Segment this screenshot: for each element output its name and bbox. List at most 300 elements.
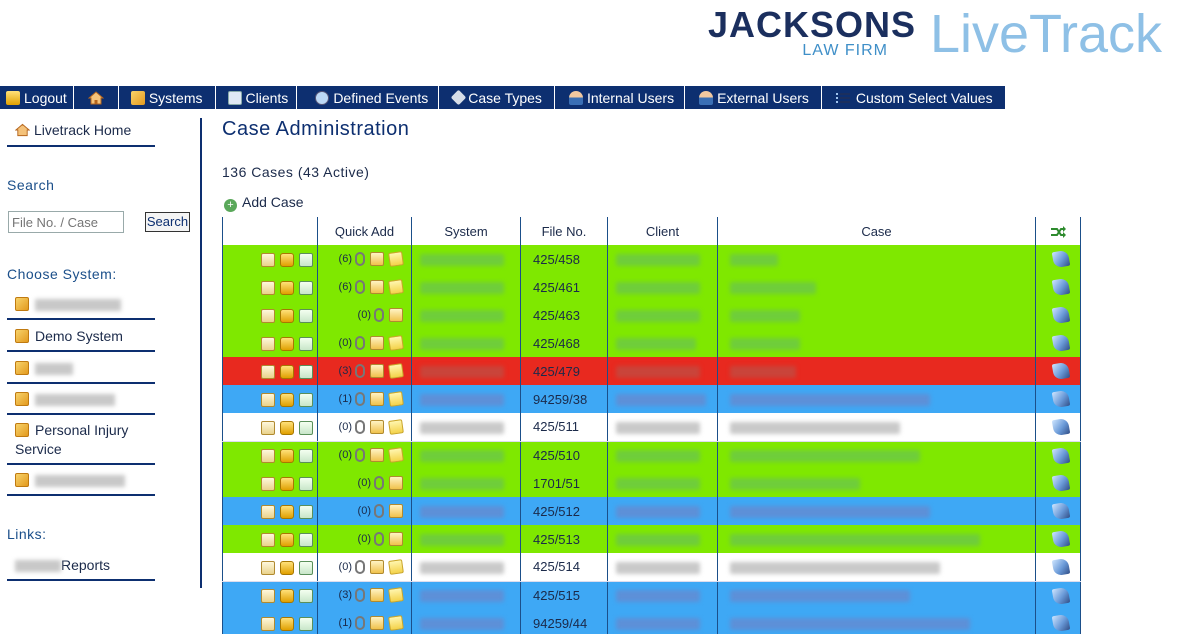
redacted-system (420, 310, 504, 322)
home-icon (15, 123, 30, 137)
cases-table (222, 217, 1081, 634)
cube-icon (15, 297, 29, 311)
details-icon[interactable] (261, 533, 275, 547)
nav-systems[interactable] (119, 86, 216, 109)
table-row[interactable] (223, 497, 1081, 525)
paperclip-icon[interactable] (374, 532, 384, 546)
edit-pen-icon[interactable] (1051, 502, 1070, 521)
details-icon[interactable] (261, 309, 275, 323)
file-no-cell[interactable]: 425/511 (521, 413, 608, 441)
nav-logout-label: Logout (24, 89, 67, 106)
export-icon[interactable] (299, 365, 313, 379)
product-logo: LiveTrack (930, 4, 1163, 64)
sidebar-home-label: Livetrack Home (34, 122, 132, 138)
details-icon[interactable] (261, 589, 275, 603)
edit-cell (1036, 245, 1081, 273)
add-case-button[interactable] (224, 194, 303, 212)
details-icon[interactable] (261, 393, 275, 407)
quick-add-cell (318, 301, 412, 329)
redacted-client (616, 590, 700, 602)
table-row[interactable] (223, 329, 1081, 357)
edit-pen-icon[interactable] (1051, 306, 1070, 325)
sidebar-system-label: Personal Injury Service (15, 422, 129, 457)
edit-pen-icon[interactable] (1051, 334, 1070, 353)
sidebar-system-label (35, 299, 121, 311)
paperclip-icon[interactable] (355, 420, 365, 434)
edit-pen-icon[interactable] (1051, 530, 1070, 549)
lock-icon[interactable] (280, 561, 294, 575)
case-cell[interactable] (718, 525, 1036, 553)
add-event-icon[interactable] (389, 308, 403, 322)
nav-home[interactable] (74, 86, 119, 109)
row-actions-cell (223, 357, 318, 385)
nav-defined-events[interactable] (297, 86, 439, 109)
redacted-client (616, 338, 696, 350)
row-actions-cell (223, 525, 318, 553)
nav-external-users-label: External Users (717, 89, 809, 106)
edit-pen-icon[interactable] (1051, 418, 1070, 437)
case-count: 136 Cases (43 Active) (222, 164, 370, 180)
file-no-cell[interactable]: 425/512 (521, 497, 608, 525)
add-event-icon[interactable] (370, 336, 384, 350)
redacted-system (420, 506, 504, 518)
note-icon[interactable] (388, 615, 404, 631)
file-no-cell[interactable]: 425/514 (521, 553, 608, 581)
user-icon (699, 91, 713, 105)
quick-add-cell (318, 525, 412, 553)
nav-case-types[interactable] (439, 86, 555, 109)
details-icon[interactable] (261, 365, 275, 379)
table-row[interactable] (223, 413, 1081, 441)
system-cell (412, 329, 521, 357)
lock-icon[interactable] (280, 365, 294, 379)
add-event-icon[interactable] (370, 420, 384, 434)
client-cell (608, 469, 718, 497)
nav-clients[interactable] (216, 86, 298, 109)
client-cell (608, 441, 718, 469)
quick-add-cell (318, 469, 412, 497)
edit-cell (1036, 273, 1081, 301)
sidebar-system-label (35, 475, 125, 487)
quick-add-cell (318, 497, 412, 525)
quick-add-cell (318, 609, 412, 634)
cube-icon (131, 91, 145, 105)
paperclip-icon[interactable] (374, 504, 384, 518)
search-input[interactable] (8, 211, 124, 233)
reports-prefix-redacted (15, 560, 61, 572)
sidebar-reports-link[interactable] (7, 557, 155, 581)
firm-logo-subtitle: LAW FIRM (802, 42, 888, 59)
paperclip-icon[interactable] (355, 588, 365, 602)
file-no-cell[interactable]: 425/463 (521, 301, 608, 329)
add-event-icon[interactable] (389, 532, 403, 546)
sidebar-reports-label: Reports (61, 557, 111, 573)
table-row[interactable] (223, 357, 1081, 385)
redacted-case (730, 506, 930, 518)
paperclip-icon[interactable] (374, 308, 384, 322)
row-actions-cell (223, 329, 318, 357)
export-icon[interactable] (299, 533, 313, 547)
attachment-count: (0) (338, 560, 352, 573)
system-cell (412, 385, 521, 413)
lock-icon[interactable] (280, 449, 294, 463)
case-cell[interactable] (718, 469, 1036, 497)
row-actions-cell (223, 273, 318, 301)
add-event-icon[interactable] (370, 588, 384, 602)
file-no-cell[interactable]: 425/458 (521, 245, 608, 273)
note-icon[interactable] (388, 335, 404, 351)
case-cell[interactable] (718, 441, 1036, 469)
nav-systems-label: Systems (148, 89, 203, 106)
table-row[interactable] (223, 525, 1081, 553)
add-event-icon[interactable] (370, 252, 384, 266)
edit-pen-icon[interactable] (1051, 474, 1070, 493)
details-icon[interactable] (261, 449, 275, 463)
details-icon[interactable] (261, 281, 275, 295)
add-event-icon[interactable] (370, 392, 384, 406)
edit-pen-icon[interactable] (1051, 614, 1070, 633)
lock-icon[interactable] (280, 505, 294, 519)
row-actions-cell (223, 413, 318, 441)
edit-cell (1036, 469, 1081, 497)
cube-icon (15, 361, 29, 375)
lock-icon[interactable] (280, 281, 294, 295)
system-cell (412, 273, 521, 301)
attachment-count: (0) (357, 504, 371, 517)
export-icon[interactable] (299, 617, 313, 631)
system-cell (412, 609, 521, 634)
redacted-system (420, 590, 504, 602)
redacted-case (730, 562, 940, 574)
add-event-icon[interactable] (370, 448, 384, 462)
client-cell (608, 553, 718, 581)
client-cell (608, 581, 718, 609)
sidebar-system-item[interactable] (7, 472, 155, 496)
paperclip-icon[interactable] (355, 560, 365, 574)
col-client[interactable]: Client (608, 217, 718, 245)
quick-add-cell (318, 245, 412, 273)
redacted-client (616, 282, 700, 294)
export-icon[interactable] (299, 337, 313, 351)
choose-system-heading: Choose System: (7, 266, 117, 282)
id-card-icon (228, 91, 242, 105)
attachment-count: (6) (338, 280, 352, 293)
file-no-cell[interactable]: 425/468 (521, 329, 608, 357)
case-cell[interactable] (718, 301, 1036, 329)
file-no-cell[interactable]: 425/479 (521, 357, 608, 385)
note-icon[interactable] (388, 419, 404, 435)
edit-cell (1036, 581, 1081, 609)
case-cell[interactable] (718, 357, 1036, 385)
col-system[interactable]: System (412, 217, 521, 245)
redacted-client (616, 562, 700, 574)
add-event-icon[interactable] (370, 616, 384, 630)
edit-pen-icon[interactable] (1051, 362, 1070, 381)
add-icon: + (224, 199, 237, 212)
details-icon[interactable] (261, 561, 275, 575)
clock-icon (315, 91, 329, 105)
quick-add-cell (318, 273, 412, 301)
case-cell[interactable] (718, 609, 1036, 634)
table-row[interactable] (223, 441, 1081, 469)
case-cell[interactable] (718, 581, 1036, 609)
export-icon[interactable] (299, 421, 313, 435)
attachment-count: (0) (357, 532, 371, 545)
edit-pen-icon[interactable] (1051, 586, 1070, 605)
table-row[interactable] (223, 301, 1081, 329)
quick-add-cell (318, 329, 412, 357)
file-no-cell[interactable]: 94259/44 (521, 609, 608, 634)
paperclip-icon[interactable] (355, 280, 365, 294)
case-cell[interactable] (718, 553, 1036, 581)
sidebar-system-item[interactable] (7, 360, 155, 384)
edit-pen-icon[interactable] (1051, 278, 1070, 297)
edit-pen-icon[interactable] (1051, 390, 1070, 409)
lock-icon[interactable] (280, 533, 294, 547)
sidebar-divider (200, 118, 202, 588)
system-cell (412, 553, 521, 581)
nav-external-users[interactable] (685, 86, 822, 109)
add-event-icon[interactable] (370, 560, 384, 574)
details-icon[interactable] (261, 421, 275, 435)
table-row[interactable] (223, 553, 1081, 581)
list-icon (836, 92, 850, 104)
redacted-client (616, 254, 700, 266)
client-cell (608, 301, 718, 329)
redacted-case (730, 282, 816, 294)
col-case[interactable]: Case (718, 217, 1036, 245)
export-icon[interactable] (299, 309, 313, 323)
client-cell (608, 329, 718, 357)
file-no-cell[interactable]: 425/461 (521, 273, 608, 301)
paperclip-icon[interactable] (355, 336, 365, 350)
sidebar-system-item[interactable] (7, 391, 155, 415)
redacted-system (420, 366, 504, 378)
lock-icon[interactable] (280, 253, 294, 267)
edit-cell (1036, 525, 1081, 553)
redacted-case (730, 338, 800, 350)
add-event-icon[interactable] (389, 504, 403, 518)
edit-cell (1036, 385, 1081, 413)
note-icon[interactable] (388, 391, 404, 407)
system-cell (412, 357, 521, 385)
export-icon[interactable] (299, 589, 313, 603)
file-no-cell[interactable]: 425/515 (521, 581, 608, 609)
page-title: Case Administration (222, 118, 410, 140)
client-cell (608, 385, 718, 413)
tag-icon (451, 90, 467, 106)
edit-pen-icon[interactable] (1051, 558, 1070, 577)
redacted-client (616, 450, 700, 462)
paperclip-icon[interactable] (374, 476, 384, 490)
nav-internal-users[interactable] (555, 86, 685, 109)
col-shuffle[interactable] (1036, 217, 1081, 245)
lock-icon[interactable] (280, 421, 294, 435)
redacted-client (616, 310, 700, 322)
export-icon[interactable] (299, 561, 313, 575)
row-actions-cell (223, 245, 318, 273)
firm-logo-name: JACKSONS (708, 4, 917, 45)
note-icon[interactable] (388, 447, 404, 463)
row-actions-cell (223, 581, 318, 609)
paperclip-icon[interactable] (355, 392, 365, 406)
edit-cell (1036, 497, 1081, 525)
system-cell (412, 525, 521, 553)
redacted-case (730, 422, 900, 434)
edit-cell (1036, 609, 1081, 634)
table-header-row (223, 217, 1081, 245)
edit-pen-icon[interactable] (1051, 250, 1070, 269)
redacted-case (730, 478, 860, 490)
edit-pen-icon[interactable] (1051, 446, 1070, 465)
add-event-icon[interactable] (370, 280, 384, 294)
table-row[interactable] (223, 273, 1081, 301)
case-cell[interactable] (718, 329, 1036, 357)
note-icon[interactable] (388, 559, 404, 575)
quick-add-cell (318, 413, 412, 441)
cube-icon (15, 423, 29, 437)
redacted-client (616, 422, 700, 434)
nav-internal-users-label: Internal Users (586, 89, 675, 106)
table-row[interactable] (223, 245, 1081, 273)
file-no-cell[interactable]: 94259/38 (521, 385, 608, 413)
export-icon[interactable] (299, 505, 313, 519)
redacted-case (730, 618, 970, 630)
file-no-cell[interactable]: 425/510 (521, 441, 608, 469)
lock-icon[interactable] (280, 337, 294, 351)
links-heading: Links: (7, 526, 47, 542)
redacted-case (730, 366, 796, 378)
search-button[interactable]: Search (145, 212, 190, 232)
row-actions-cell (223, 441, 318, 469)
attachment-count: (0) (338, 420, 352, 433)
sidebar-system-item[interactable] (7, 296, 155, 320)
details-icon[interactable] (261, 253, 275, 267)
redacted-system (420, 282, 504, 294)
home-icon (88, 91, 104, 105)
redacted-case (730, 450, 920, 462)
redacted-system (420, 534, 504, 546)
sidebar-system-label (35, 363, 73, 375)
edit-cell (1036, 441, 1081, 469)
redacted-client (616, 534, 700, 546)
redacted-system (420, 394, 504, 406)
attachment-count: (3) (338, 364, 352, 377)
details-icon[interactable] (261, 617, 275, 631)
quick-add-cell (318, 441, 412, 469)
row-actions-cell (223, 553, 318, 581)
details-icon[interactable] (261, 337, 275, 351)
sidebar-livetrack-home[interactable] (7, 122, 155, 147)
system-cell (412, 245, 521, 273)
system-cell (412, 301, 521, 329)
paperclip-icon[interactable] (355, 616, 365, 630)
add-event-icon[interactable] (370, 364, 384, 378)
case-cell[interactable] (718, 413, 1036, 441)
case-cell[interactable] (718, 497, 1036, 525)
export-icon[interactable] (299, 477, 313, 491)
system-cell (412, 581, 521, 609)
add-case-label: Add Case (242, 194, 304, 210)
lock-icon (6, 91, 20, 105)
table-row[interactable] (223, 385, 1081, 413)
export-icon[interactable] (299, 281, 313, 295)
lock-icon[interactable] (280, 309, 294, 323)
note-icon[interactable] (388, 251, 404, 267)
paperclip-icon[interactable] (355, 448, 365, 462)
quick-add-cell (318, 357, 412, 385)
nav-clients-label: Clients (245, 89, 289, 106)
paperclip-icon[interactable] (355, 364, 365, 378)
attachment-count: (0) (338, 449, 352, 462)
lock-icon[interactable] (280, 617, 294, 631)
attachment-count: (0) (357, 308, 371, 321)
note-icon[interactable] (388, 279, 404, 295)
attachment-count: (6) (338, 252, 352, 265)
add-event-icon[interactable] (389, 476, 403, 490)
col-file-no[interactable]: File No. (521, 217, 608, 245)
case-cell[interactable] (718, 245, 1036, 273)
col-quick-add[interactable]: Quick Add (318, 217, 412, 245)
details-icon[interactable] (261, 505, 275, 519)
quick-add-cell (318, 385, 412, 413)
lock-icon[interactable] (280, 589, 294, 603)
export-icon[interactable] (299, 449, 313, 463)
table-row[interactable] (223, 581, 1081, 609)
export-icon[interactable] (299, 393, 313, 407)
client-cell (608, 357, 718, 385)
note-icon[interactable] (388, 587, 404, 603)
quick-add-cell (318, 553, 412, 581)
system-cell (412, 441, 521, 469)
paperclip-icon[interactable] (355, 252, 365, 266)
table-row[interactable] (223, 609, 1081, 634)
case-cell[interactable] (718, 385, 1036, 413)
redacted-case (730, 394, 930, 406)
redacted-case (730, 534, 980, 546)
cube-icon (15, 392, 29, 406)
export-icon[interactable] (299, 253, 313, 267)
edit-cell (1036, 357, 1081, 385)
file-no-cell[interactable]: 425/513 (521, 525, 608, 553)
client-cell (608, 245, 718, 273)
nav-case-types-label: Case Types (468, 89, 542, 106)
sidebar-system-personal-injury[interactable] (7, 421, 155, 465)
table-row[interactable] (223, 469, 1081, 497)
nav-logout[interactable] (0, 86, 74, 109)
details-icon[interactable] (261, 477, 275, 491)
nav-custom-select-values[interactable] (822, 86, 1006, 109)
sidebar-system-demo[interactable] (7, 328, 155, 352)
nav-defined-events-label: Defined Events (333, 89, 429, 106)
file-no-cell[interactable]: 1701/51 (521, 469, 608, 497)
redacted-system (420, 338, 504, 350)
search-heading: Search (7, 177, 55, 193)
shuffle-icon (1050, 226, 1066, 238)
note-icon[interactable] (388, 363, 404, 379)
cube-icon (15, 329, 29, 343)
redacted-client (616, 394, 706, 406)
redacted-system (420, 618, 504, 630)
redacted-system (420, 562, 504, 574)
lock-icon[interactable] (280, 393, 294, 407)
redacted-client (616, 366, 700, 378)
edit-cell (1036, 553, 1081, 581)
redacted-system (420, 422, 504, 434)
lock-icon[interactable] (280, 477, 294, 491)
quick-add-cell (318, 581, 412, 609)
case-cell[interactable] (718, 273, 1036, 301)
